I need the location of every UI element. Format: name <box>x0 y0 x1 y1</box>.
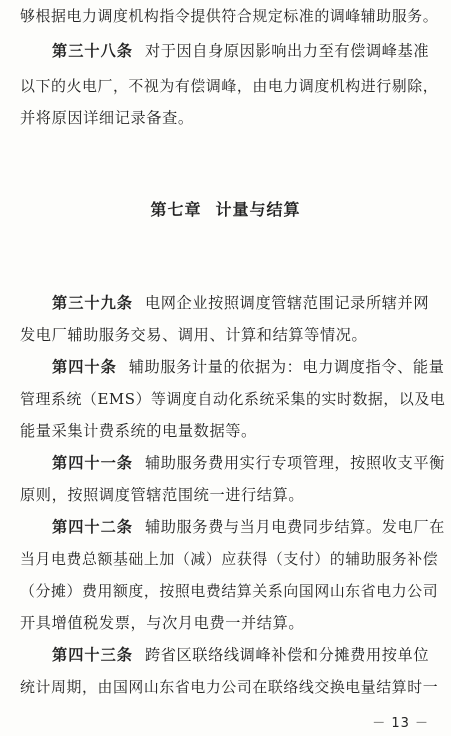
text-line: 管理系统（EMS）等调度自动化系统采集的实时数据，以及电 <box>20 390 446 408</box>
chapter-heading: 第七章 计量与结算 <box>150 200 301 219</box>
text-line: 能量采集计费系统的电量数据等。 <box>20 422 257 440</box>
article-41-line: 第四十一条 辅助服务费用实行专项管理，按照收支平衡 <box>52 454 445 472</box>
page-number: － 13 － <box>372 716 429 731</box>
article-42-line: 第四十二条 辅助服务费与当月电费同步结算。发电厂在 <box>52 518 445 536</box>
article-39-line: 第三十九条 电网企业按照调度管辖范围记录所辖并网 <box>52 294 430 312</box>
article-39-label: 第三十九条 <box>52 294 133 312</box>
article-41-label: 第四十一条 <box>52 454 133 472</box>
text-line: 够根据电力调度机构指令提供符合规定标准的调峰辅助服务。 <box>20 7 439 25</box>
article-38-line: 第三十八条 对于因自身原因影响出力至有偿调峰基准 <box>52 42 430 60</box>
text-line: 并将原因详细记录备查。 <box>20 109 194 127</box>
text-line: （分摊）费用额度，按照电费结算关系向国网山东省电力公司 <box>20 582 439 600</box>
article-38-label: 第三十八条 <box>52 42 133 60</box>
article-43-label: 第四十三条 <box>52 646 133 664</box>
text-line: 开具增值税发票，与次月电费一并结算。 <box>20 614 305 632</box>
article-42-label: 第四十二条 <box>52 518 133 536</box>
article-40-line: 第四十条 辅助服务计量的依据为：电力调度指令、能量 <box>52 358 445 376</box>
text-line: 当月电费总额基础上加（减）应获得（支付）的辅助服务补偿 <box>20 550 439 568</box>
text-line: 统计周期，由国网山东省电力公司在联络线交换电量结算时一 <box>20 678 439 696</box>
article-43-line: 第四十三条 跨省区联络线调峰补偿和分摊费用按单位 <box>52 646 430 664</box>
text-line: 以下的火电厂，不视为有偿调峰，由电力调度机构进行剔除， <box>20 77 439 95</box>
text-line: 原则，按照调度管辖范围统一进行结算。 <box>20 486 305 504</box>
text-line: 发电厂辅助服务交易、调用、计算和结算等情况。 <box>20 326 368 344</box>
article-40-label: 第四十条 <box>52 358 117 376</box>
